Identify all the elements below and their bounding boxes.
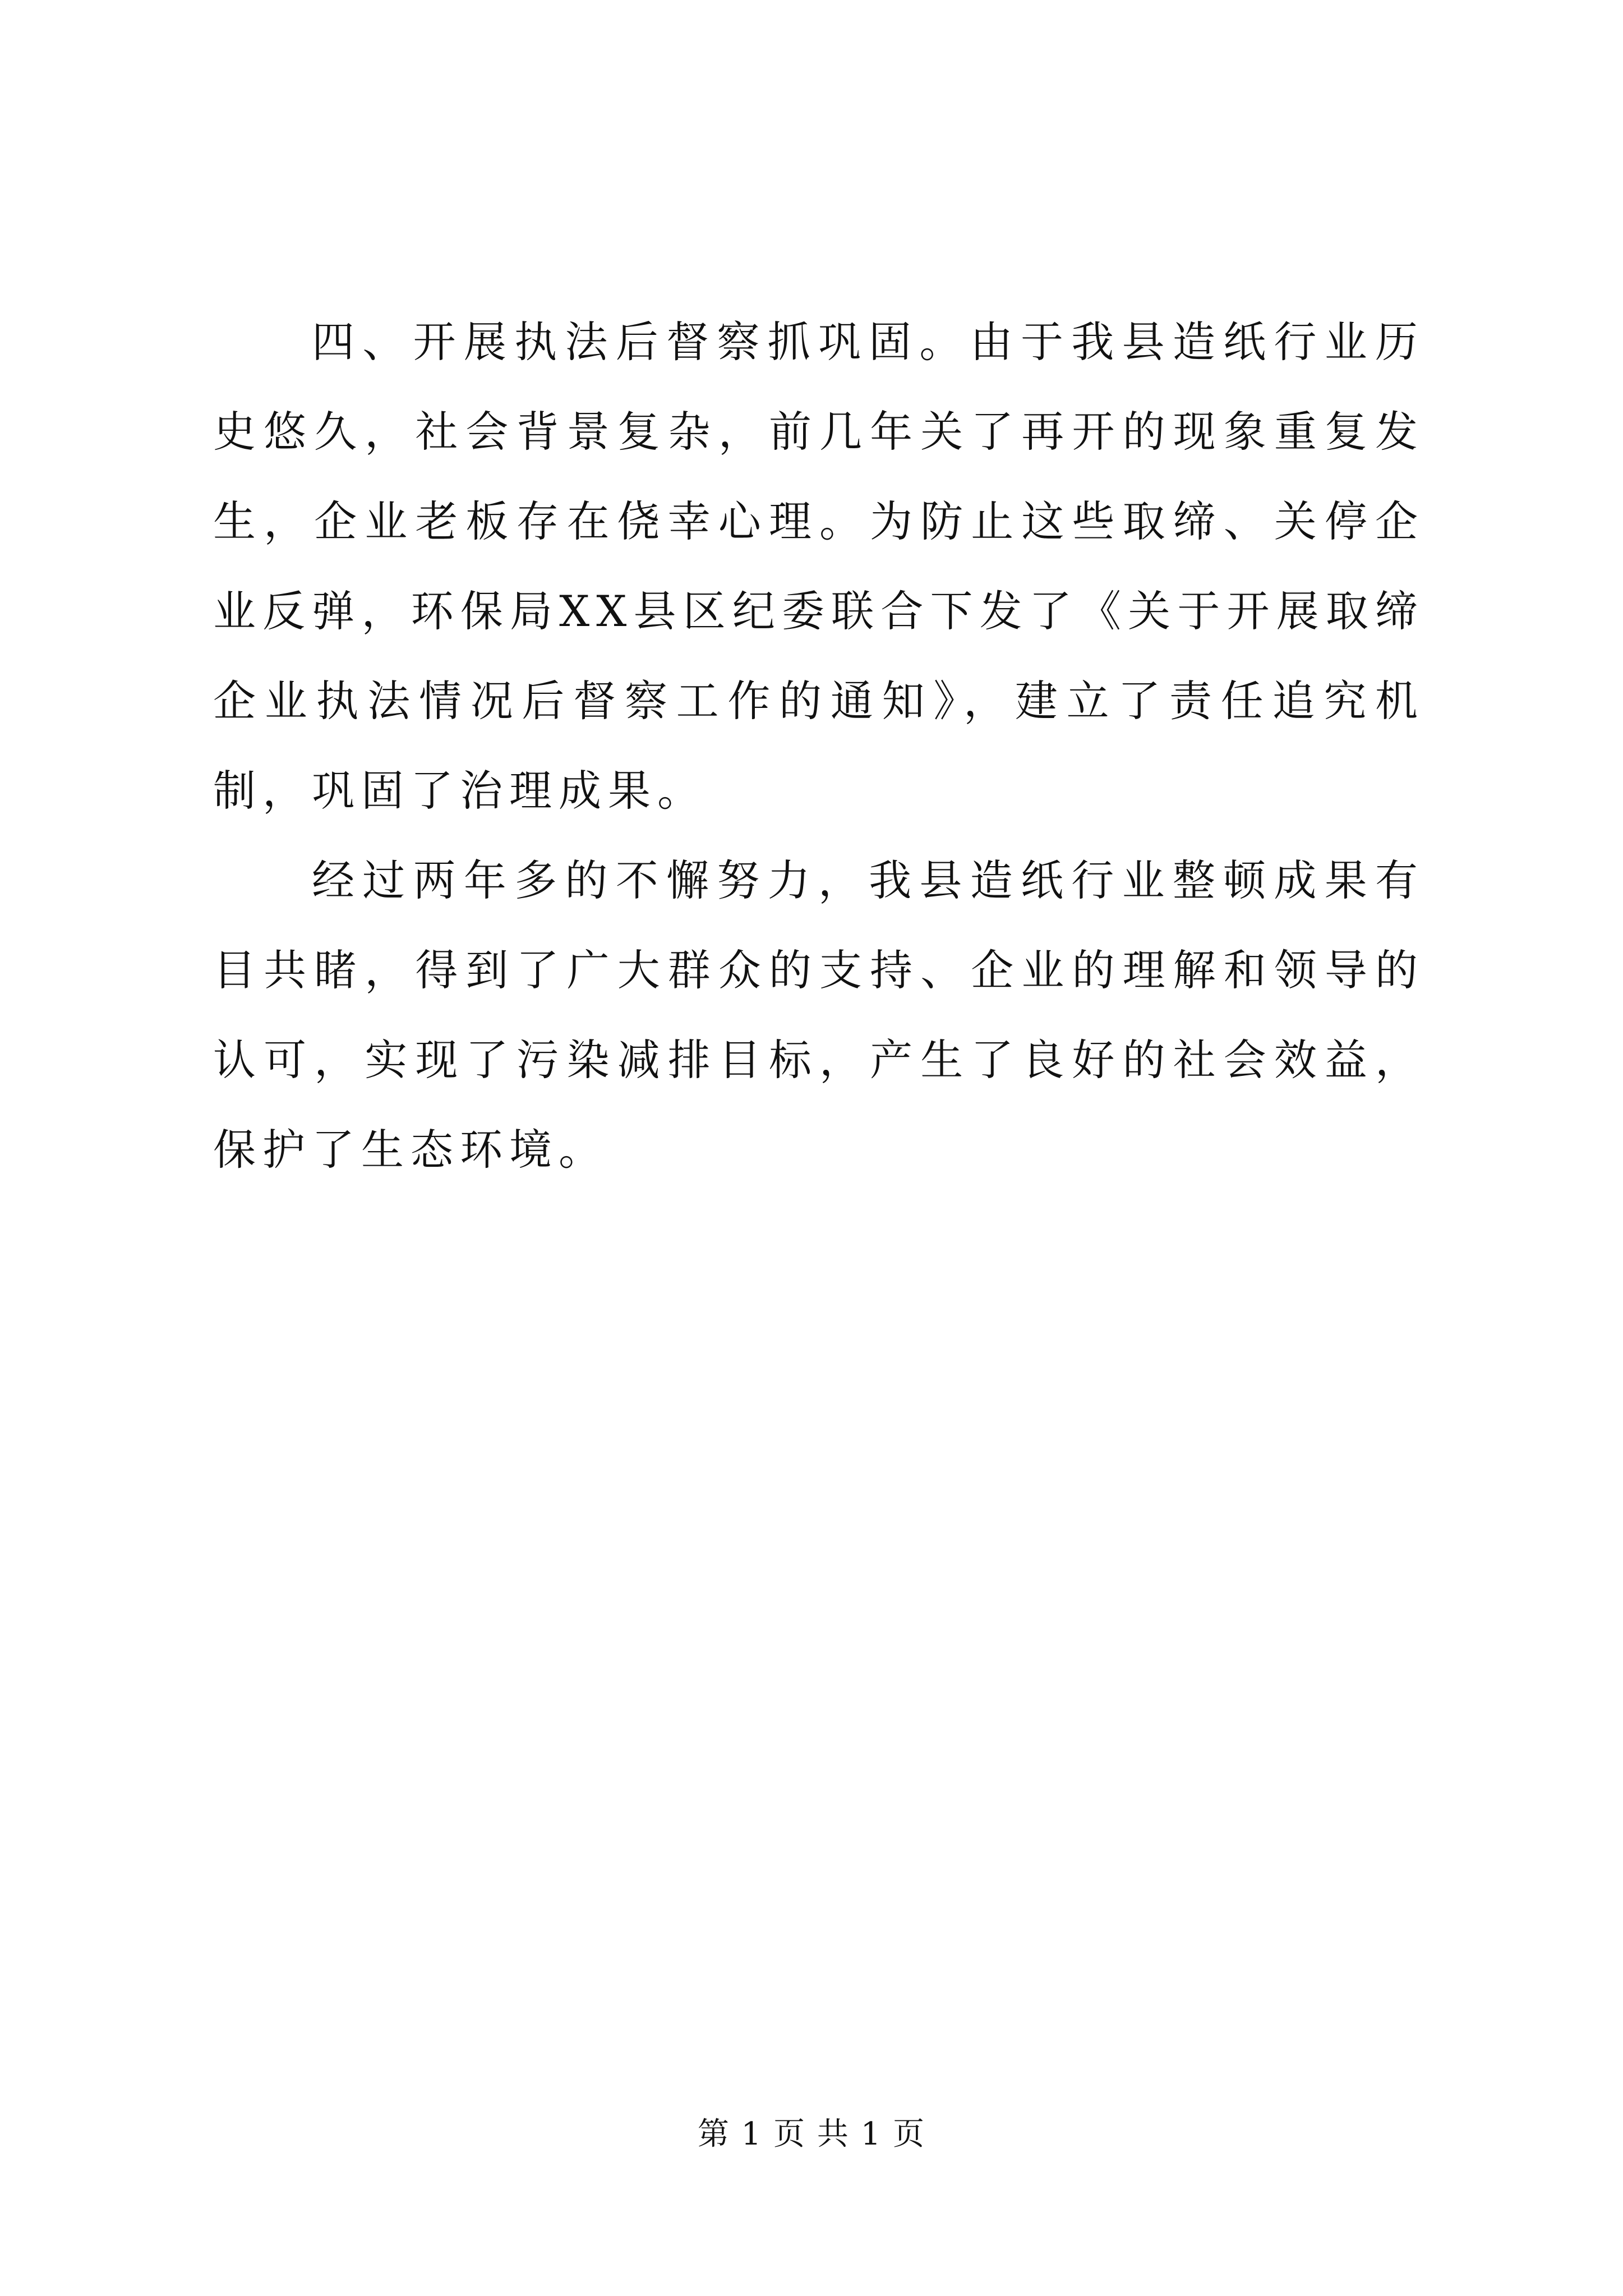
paragraph-conclusion: 经过两年多的不懈努力，我县造纸行业整顿成果有目共睹，得到了广大群众的支持、企业的理解和领导的认可，实现了污染减排目标，产生了良好的社会效益，保护了生态环境。 [213, 855, 1424, 1175]
paragraph-enforcement-supervision: 四、开展执法后督察抓巩固。由于我县造纸行业历史悠久，社会背景复杂，前几年关了再开的现象重复发生，企业老板存在侥幸心理。为防止这些取缔、关停企业反弹，环保局XX县区纪委联合下发了《关于开展取缔企业执法情况后督察工作的通知》，建立了责任追究机制，巩固了治理成果。 [213, 317, 1424, 816]
document-body [213, 297, 1424, 1195]
page-footer: 第 1 页 共 1 页 [697, 2116, 926, 2152]
